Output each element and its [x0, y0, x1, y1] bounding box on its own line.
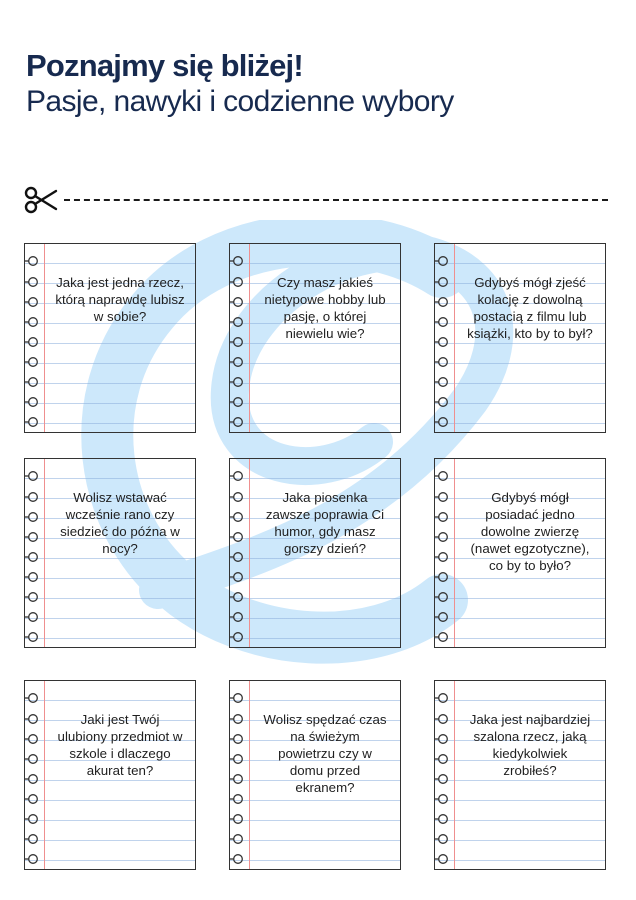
question-card: [24, 243, 196, 433]
margin-line: [44, 244, 45, 432]
margin-line: [249, 681, 250, 869]
margin-line: [44, 459, 45, 647]
question-card: [229, 680, 401, 870]
question-text: Czy masz jakieś nietypowe hobby lub pasję, o której niewielu wie?: [264, 275, 386, 341]
question-text: Gdybyś mógł posiadać jedno dowolne zwierzę (nawet egzotyczne), co by to było?: [470, 490, 590, 573]
question-card: [434, 680, 606, 870]
margin-line: [44, 681, 45, 869]
scissors-icon: [24, 186, 58, 214]
question-card: [434, 243, 606, 433]
page-title: Poznajmy się bliżej!: [26, 48, 303, 83]
margin-line: [454, 459, 455, 647]
cut-line: [24, 186, 608, 216]
notebook-ring-icon: [435, 246, 451, 430]
dashed-cut-line: [64, 199, 608, 201]
header: [26, 48, 454, 120]
notebook-ring-icon: [25, 461, 41, 645]
margin-line: [249, 459, 250, 647]
question-text: Wolisz wstawać wcześnie rano czy siedzieć do późna w nocy?: [60, 490, 180, 556]
notebook-ring-icon: [230, 683, 246, 867]
page-subtitle: Pasje, nawyki i codzienne wybory: [26, 85, 454, 118]
question-card: [24, 680, 196, 870]
notebook-ring-icon: [230, 246, 246, 430]
question-text: Jaka jest najbardziej szalona rzecz, jaką kiedykolwiek zrobiłeś?: [469, 712, 591, 778]
question-text: Jaki jest Twój ulubiony przedmiot w szkole i dlaczego akurat ten?: [57, 712, 183, 778]
question-text: Jaka piosenka zawsze poprawia Ci humor, gdy masz gorszy dzień?: [265, 490, 385, 556]
margin-line: [454, 681, 455, 869]
notebook-ring-icon: [435, 683, 451, 867]
question-card: [229, 243, 401, 433]
question-text: Gdybyś mógł zjeść kolację z dowolną postacią z filmu lub książki, kto by to był?: [467, 275, 593, 341]
question-card: [24, 458, 196, 648]
notebook-ring-icon: [25, 683, 41, 867]
notebook-ring-icon: [435, 461, 451, 645]
question-text: Jaka jest jedna rzecz, którą naprawdę lubisz w sobie?: [55, 275, 185, 324]
question-text: Wolisz spędzać czas na świeżym powietrzu czy w domu przed ekranem?: [263, 712, 387, 795]
margin-line: [249, 244, 250, 432]
question-card: [229, 458, 401, 648]
notebook-ring-icon: [230, 461, 246, 645]
notebook-ring-icon: [25, 246, 41, 430]
margin-line: [454, 244, 455, 432]
question-card: [434, 458, 606, 648]
